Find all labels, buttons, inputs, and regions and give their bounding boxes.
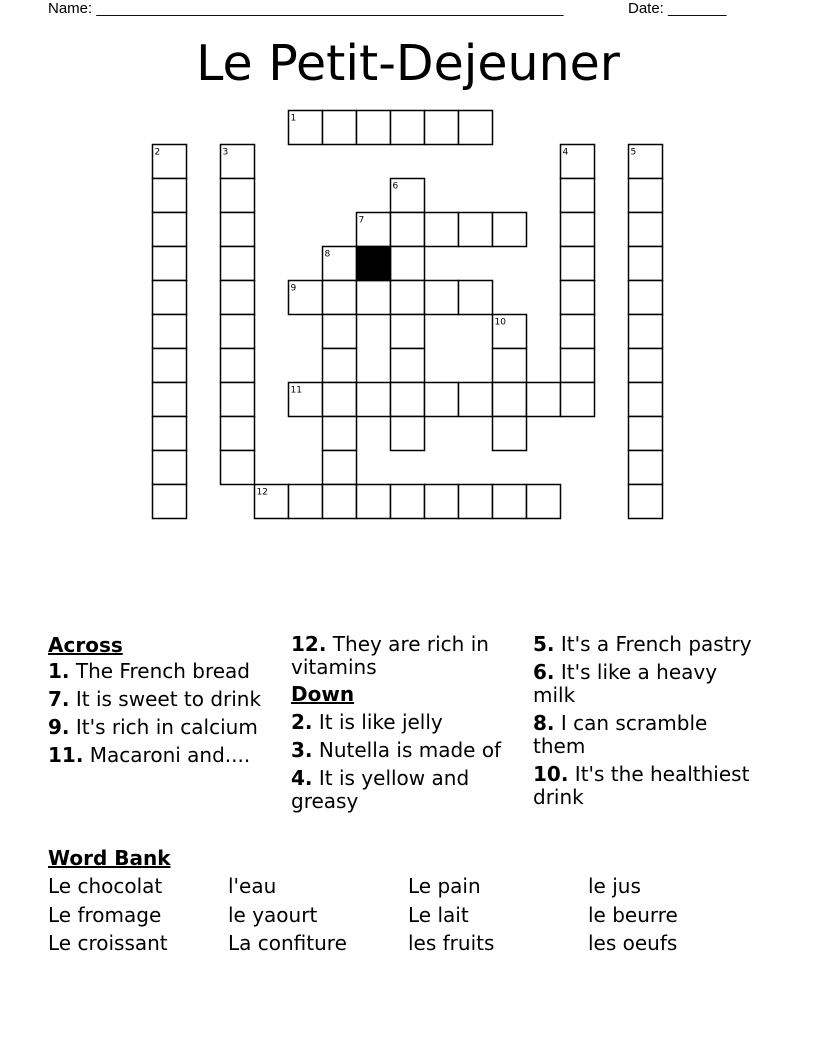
clue-column-1 — [48, 630, 280, 767]
clue-number-label: 3. — [291, 738, 313, 762]
clue-down-1 — [291, 711, 523, 734]
clue-number: 11 — [290, 385, 302, 396]
grid-cell[interactable] — [323, 485, 357, 519]
grid-cell[interactable] — [527, 383, 561, 417]
clue-text: It is yellow and greasy — [291, 766, 470, 813]
grid-cell[interactable] — [425, 111, 459, 145]
grid-cell[interactable] — [221, 417, 255, 451]
grid-cell[interactable] — [493, 417, 527, 451]
grid-cell[interactable] — [153, 179, 187, 213]
clue-text: Nutella is made of — [312, 738, 502, 762]
clue-across-4 — [48, 744, 280, 767]
date-label: Date: _______ — [628, 0, 727, 17]
grid-cell[interactable] — [629, 213, 663, 247]
clue-down-2 — [291, 739, 523, 762]
clue-across-3 — [48, 716, 280, 739]
down-heading: Down — [291, 682, 355, 706]
grid-cell[interactable] — [323, 451, 357, 485]
grid-cell[interactable] — [391, 485, 425, 519]
grid-cell[interactable] — [629, 417, 663, 451]
clue-number: 10 — [494, 317, 506, 328]
grid-cell[interactable] — [391, 349, 425, 383]
clue-number-label: 12. — [291, 632, 327, 656]
clue-number-label: 1. — [48, 659, 70, 683]
grid-cell[interactable] — [493, 349, 527, 383]
grid-cell[interactable] — [425, 213, 459, 247]
grid-cell[interactable] — [391, 417, 425, 451]
grid-cell[interactable] — [153, 417, 187, 451]
grid-cell[interactable] — [527, 485, 561, 519]
clue-number: 3 — [222, 147, 229, 158]
word-bank-item: les fruits — [408, 931, 495, 955]
grid-cell[interactable] — [561, 383, 595, 417]
word-bank-item: le jus — [588, 874, 641, 898]
clue-text: It is sweet to drink — [69, 687, 262, 711]
grid-cell[interactable] — [493, 383, 527, 417]
clue-down-extra-4 — [533, 763, 765, 809]
grid-cell[interactable] — [459, 281, 493, 315]
grid-cell[interactable] — [629, 451, 663, 485]
clue-number-label: 8. — [533, 711, 555, 735]
clue-number-label: 6. — [533, 660, 555, 684]
clue-down-3 — [291, 767, 523, 813]
grid-cell[interactable] — [357, 485, 391, 519]
word-bank-item: l'eau — [228, 874, 277, 898]
clue-number: 9 — [290, 283, 297, 294]
grid-cell[interactable] — [221, 179, 255, 213]
clue-text: I can scramble them — [533, 711, 708, 758]
clue-across-1 — [48, 660, 280, 683]
clue-column-3 — [533, 630, 765, 809]
grid-cell[interactable] — [221, 281, 255, 315]
clue-number: 8 — [324, 249, 331, 260]
clue-number-label: 2. — [291, 710, 313, 734]
grid-cell[interactable] — [153, 485, 187, 519]
grid-cell[interactable] — [153, 213, 187, 247]
clue-number-label: 7. — [48, 687, 70, 711]
clue-text: It's the healthiest drink — [533, 762, 750, 809]
grid-cell[interactable] — [425, 485, 459, 519]
word-bank-item: Le fromage — [48, 903, 162, 927]
grid-cell[interactable] — [561, 179, 595, 213]
grid-cell[interactable] — [391, 281, 425, 315]
clue-number: 6 — [392, 181, 399, 192]
grid-cell[interactable] — [391, 315, 425, 349]
clue-number-label: 5. — [533, 632, 555, 656]
grid-cell[interactable] — [323, 349, 357, 383]
grid-cell[interactable] — [629, 281, 663, 315]
clue-text: It is like jelly — [312, 710, 443, 734]
grid-cell[interactable] — [561, 281, 595, 315]
grid-cell[interactable] — [221, 383, 255, 417]
word-bank-item: le yaourt — [228, 903, 318, 927]
grid-cell[interactable] — [221, 213, 255, 247]
clue-text: Macaroni and.... — [83, 743, 251, 767]
grid-cell[interactable] — [629, 349, 663, 383]
clue-number: 1 — [290, 113, 297, 124]
clue-number: 2 — [154, 147, 161, 158]
grid-cell[interactable] — [629, 247, 663, 281]
word-bank-item: Le chocolat — [48, 874, 163, 898]
word-bank-item: La confiture — [228, 931, 347, 955]
clue-number: 5 — [630, 147, 637, 158]
clue-number: 4 — [562, 147, 569, 158]
clue-number-label: 10. — [533, 762, 569, 786]
grid-cell[interactable] — [221, 451, 255, 485]
word-bank-item: Le pain — [408, 874, 481, 898]
clue-text: It's rich in calcium — [69, 715, 258, 739]
grid-cell[interactable] — [357, 281, 391, 315]
word-bank-item: Le lait — [408, 903, 469, 927]
grid-cell[interactable] — [391, 111, 425, 145]
grid-cell[interactable] — [629, 315, 663, 349]
name-label: Name: ________________________________________________________ — [48, 0, 564, 17]
grid-cell[interactable] — [561, 315, 595, 349]
grid-cell[interactable] — [289, 485, 323, 519]
grid-cell[interactable] — [459, 213, 493, 247]
grid-cell[interactable] — [153, 349, 187, 383]
grid-cell[interactable] — [629, 383, 663, 417]
across-heading: Across — [48, 633, 123, 657]
clue-across-2 — [48, 688, 280, 711]
grid-cell[interactable] — [357, 383, 391, 417]
grid-cell[interactable] — [323, 383, 357, 417]
clue-text: It's a French pastry — [554, 632, 752, 656]
clue-number-label: 4. — [291, 766, 313, 790]
clue-across-extra-1 — [291, 633, 523, 679]
clue-text: It's like a heavy milk — [533, 660, 718, 707]
black-cell — [357, 247, 391, 281]
clue-text: They are rich in vitamins — [291, 632, 489, 679]
grid-cell[interactable] — [493, 213, 527, 247]
grid-cell[interactable] — [357, 111, 391, 145]
grid-cell[interactable] — [459, 485, 493, 519]
grid-cell[interactable] — [459, 383, 493, 417]
grid-cell[interactable] — [493, 485, 527, 519]
grid-cell[interactable] — [561, 349, 595, 383]
grid-cell[interactable] — [323, 281, 357, 315]
grid-cell[interactable] — [153, 315, 187, 349]
grid-cell[interactable] — [629, 485, 663, 519]
grid-cell[interactable] — [425, 383, 459, 417]
grid-cell[interactable] — [153, 247, 187, 281]
clue-column-2 — [291, 630, 523, 813]
grid-cell[interactable] — [323, 417, 357, 451]
clue-down-extra-1 — [533, 633, 765, 656]
grid-cell[interactable] — [629, 179, 663, 213]
clue-down-extra-2 — [533, 661, 765, 707]
clue-number-label: 11. — [48, 743, 84, 767]
word-bank-item: les oeufs — [588, 931, 678, 955]
grid-cell[interactable] — [561, 213, 595, 247]
grid-cell[interactable] — [323, 315, 357, 349]
word-bank-item: le beurre — [588, 903, 678, 927]
clue-number: 12 — [256, 487, 268, 498]
grid-cell[interactable] — [391, 213, 425, 247]
grid-cell[interactable] — [153, 281, 187, 315]
word-bank-heading: Word Bank — [48, 846, 171, 870]
clue-down-extra-3 — [533, 712, 765, 758]
grid-cell[interactable] — [221, 315, 255, 349]
word-bank-item: Le croissant — [48, 931, 168, 955]
clue-text: The French bread — [69, 659, 251, 683]
clue-number: 7 — [358, 215, 365, 226]
grid-cell[interactable] — [153, 451, 187, 485]
grid-cell[interactable] — [561, 247, 595, 281]
grid-cell[interactable] — [153, 383, 187, 417]
page-title: Le Petit-Dejeuner — [196, 35, 620, 92]
grid-cell[interactable] — [221, 349, 255, 383]
grid-cell[interactable] — [425, 281, 459, 315]
grid-cell[interactable] — [391, 247, 425, 281]
grid-cell[interactable] — [391, 383, 425, 417]
grid-cell[interactable] — [221, 247, 255, 281]
clue-number-label: 9. — [48, 715, 70, 739]
grid-cell[interactable] — [323, 111, 357, 145]
grid-cell[interactable] — [459, 111, 493, 145]
